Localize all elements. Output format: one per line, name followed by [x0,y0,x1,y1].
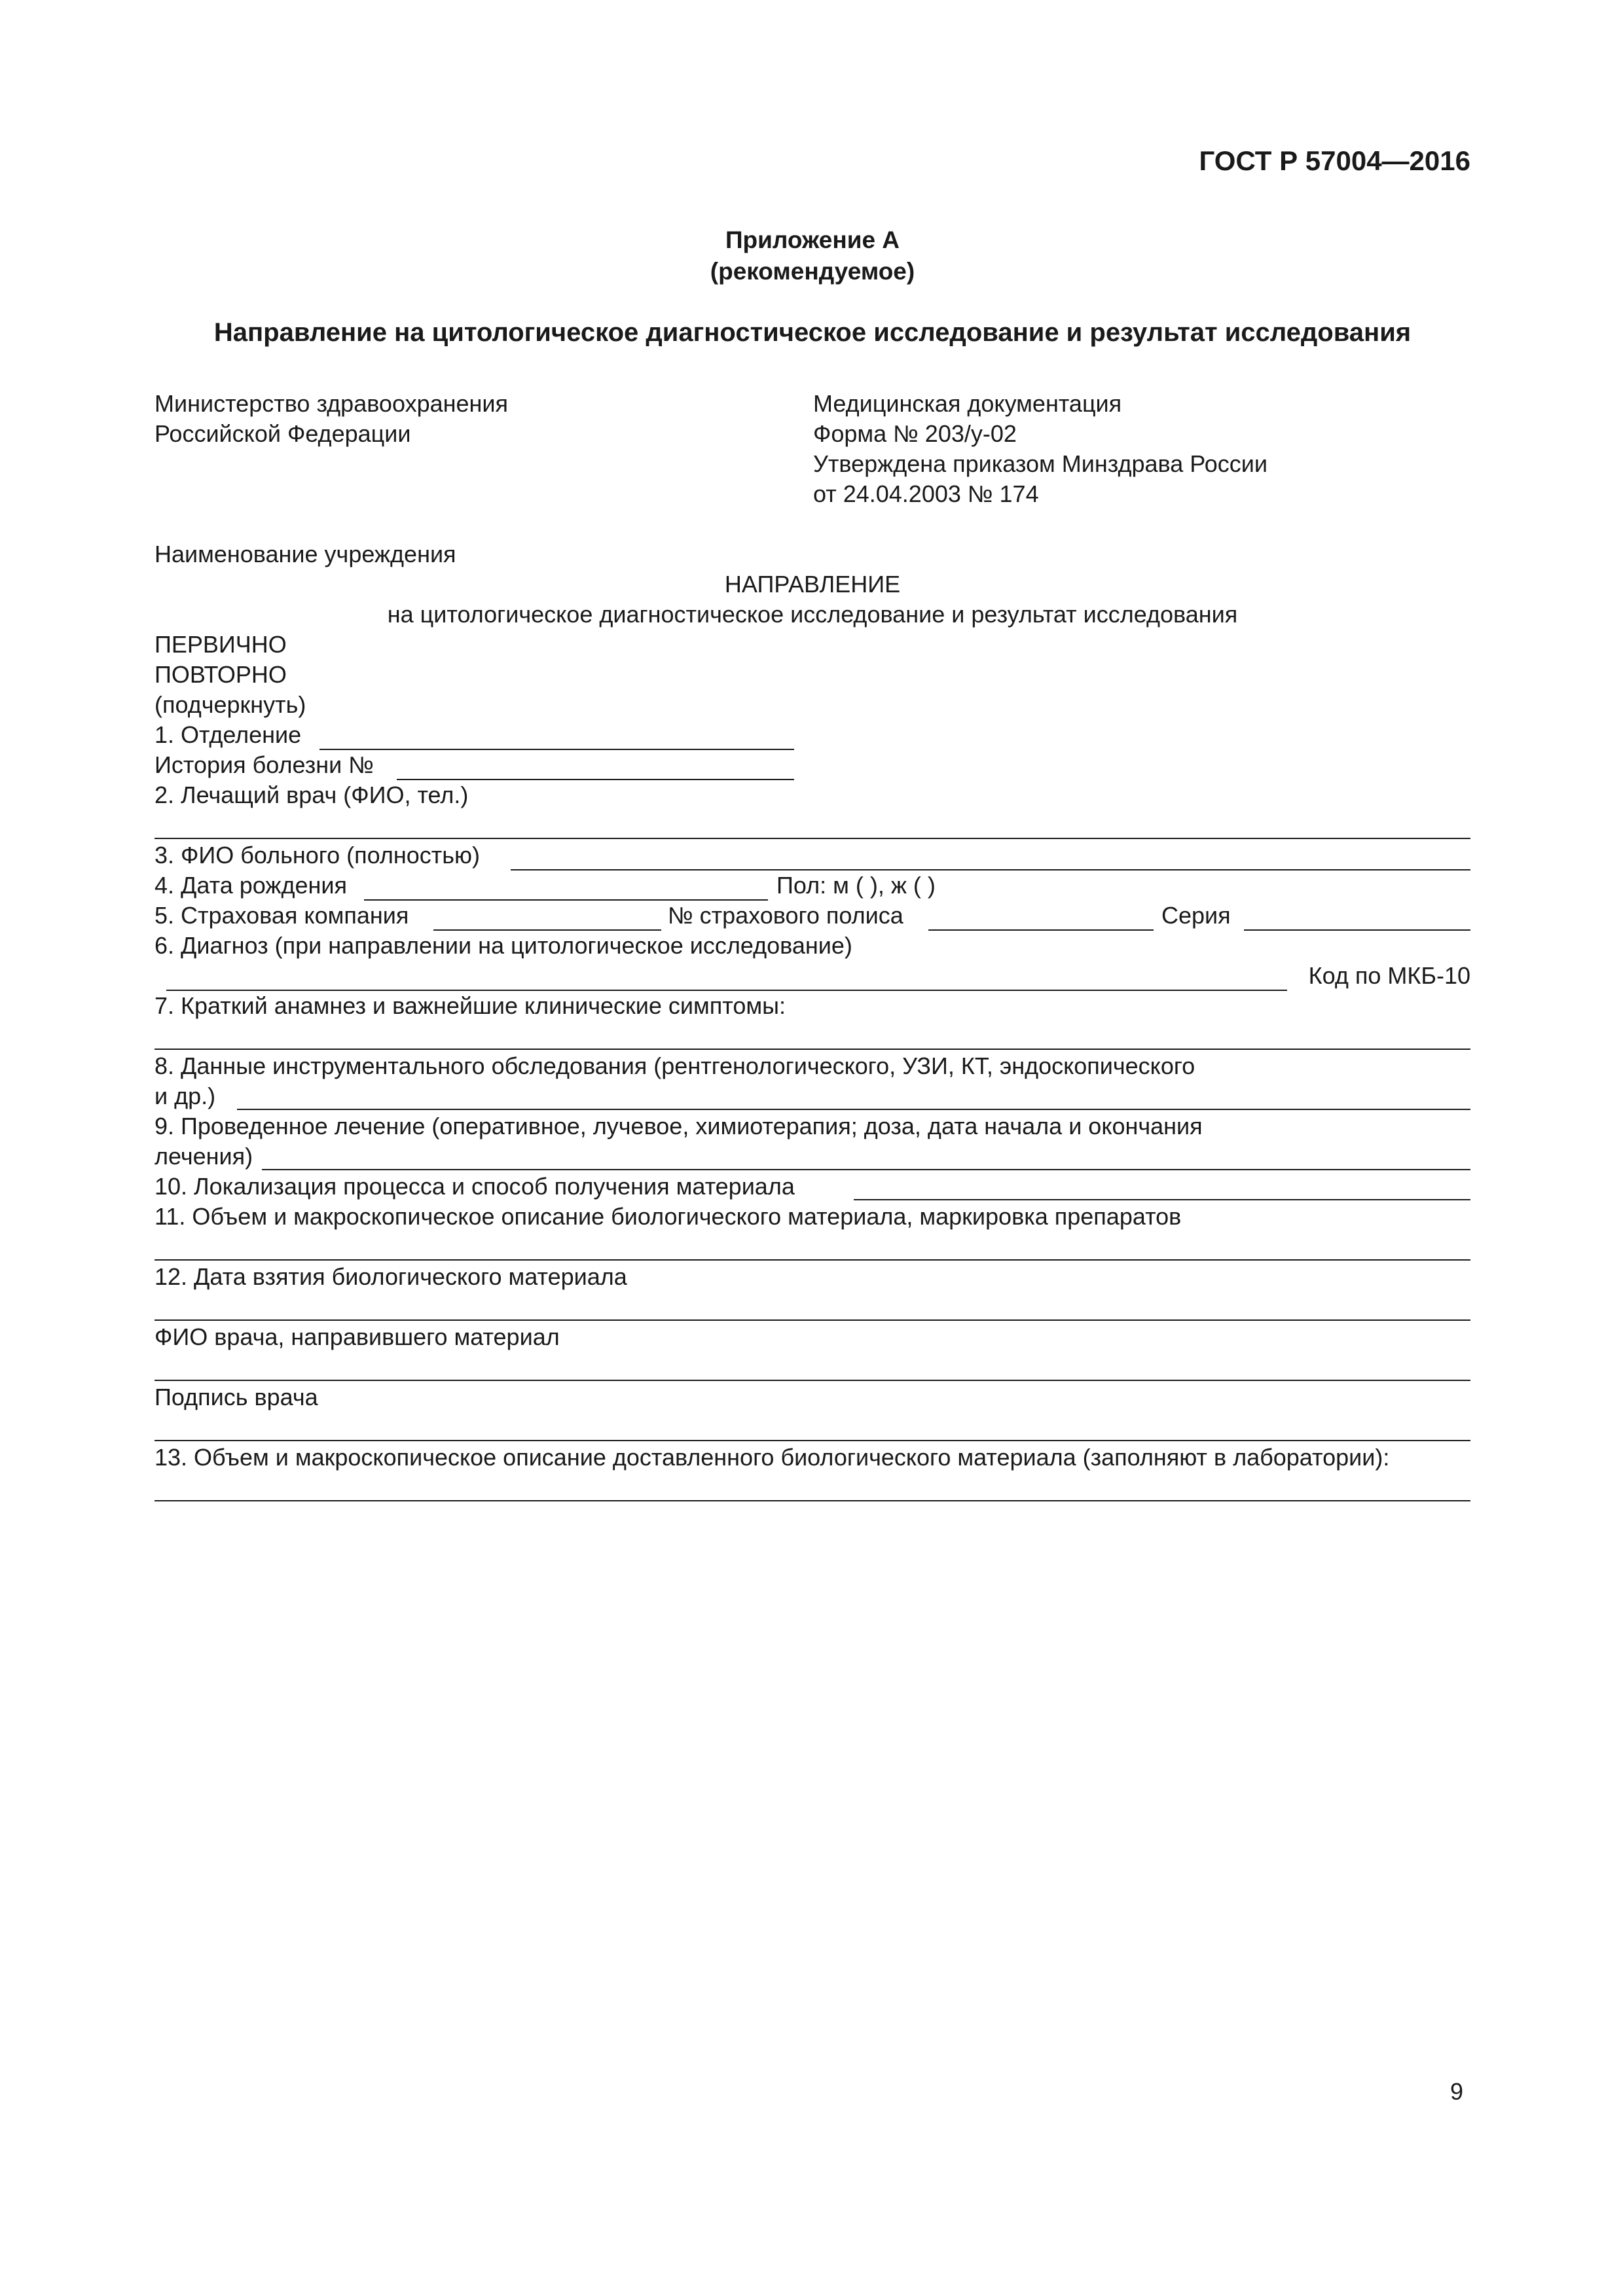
series-field[interactable] [1244,929,1470,931]
date-taken-field[interactable] [155,1319,1470,1321]
lab-description-label: 13. Объем и макроскопическое описание доставленного биологического материала (заполняют в лаборатории): [155,1444,1390,1471]
visit-primary: ПЕРВИЧНО [155,631,287,658]
doctor-sent-label: ФИО врача, направившего материал [155,1323,560,1350]
form-title: НАПРАВЛЕНИЕ [724,571,901,598]
localization-field[interactable] [854,1199,1470,1200]
diagnosis-label: 6. Диагноз (при направлении на цитологическое исследование) [155,932,852,959]
department-field[interactable] [319,749,794,750]
form-info-line-4: от 24.04.2003 № 174 [813,480,1039,507]
appendix-note: (рекомендуемое) [710,258,915,285]
appendix-title: Приложение А [725,226,900,253]
treatment-label-1: 9. Проведенное лечение (оперативное, лучевое, химиотерапия; доза, дата начала и окончания [155,1113,1203,1139]
volume-field[interactable] [155,1259,1470,1261]
treatment-field[interactable] [262,1169,1470,1170]
signature-field[interactable] [155,1440,1470,1441]
history-label: История болезни № [155,751,374,778]
sex-label: Пол: м ( ), ж ( ) [776,872,936,899]
instrumental-label-2: и др.) [155,1083,216,1109]
department-label: 1. Отделение [155,721,302,748]
insurance-label: 5. Страховая компания [155,902,409,929]
localization-label: 10. Локализация процесса и способ получения материала [155,1173,795,1200]
doctor-label: 2. Лечащий врач (ФИО, тел.) [155,781,469,808]
treatment-label-2: лечения) [155,1143,253,1170]
instrumental-field[interactable] [237,1109,1470,1110]
form-subtitle: на цитологическое диагностическое исследование и результат исследования [387,601,1238,628]
birthdate-label: 4. Дата рождения [155,872,347,899]
ministry-line-2: Российской Федерации [155,420,411,447]
policy-field[interactable] [928,929,1154,931]
patient-label: 3. ФИО больного (полностью) [155,842,481,869]
visit-hint: (подчеркнуть) [155,691,306,718]
form-info-line-1: Медицинская документация [813,390,1122,417]
anamnesis-field[interactable] [155,1049,1470,1050]
visit-repeat: ПОВТОРНО [155,661,287,688]
institution-label: Наименование учреждения [155,541,456,567]
series-label: Серия [1161,902,1231,929]
instrumental-label-1: 8. Данные инструментального обследования (рентгенологического, УЗИ, КТ, эндоскопического [155,1052,1195,1079]
doctor-sent-field[interactable] [155,1380,1470,1381]
anamnesis-label: 7. Краткий анамнез и важнейшие клинические симптомы: [155,992,786,1019]
volume-label: 11. Объем и макроскопическое описание биологического материала, маркировка препаратов [155,1203,1182,1230]
policy-label: № страхового полиса [668,902,903,929]
page-number: 9 [1450,2078,1464,2105]
mkb-label: Код по МКБ-10 [1308,962,1470,989]
doctor-field[interactable] [155,838,1470,839]
lab-description-field[interactable] [155,1500,1470,1501]
form-info-line-2: Форма № 203/у-02 [813,420,1017,447]
ministry-line-1: Министерство здравоохранения [155,390,508,417]
appendix-heading: Направление на цитологическое диагностическое исследование и результат исследования [213,318,1412,347]
standard-number: ГОСТ Р 57004—2016 [1199,145,1470,176]
form-info-line-3: Утверждена приказом Минздрава России [813,450,1267,477]
patient-field[interactable] [511,869,1470,870]
date-taken-label: 12. Дата взятия биологического материала [155,1263,627,1290]
signature-label: Подпись врача [155,1384,318,1410]
